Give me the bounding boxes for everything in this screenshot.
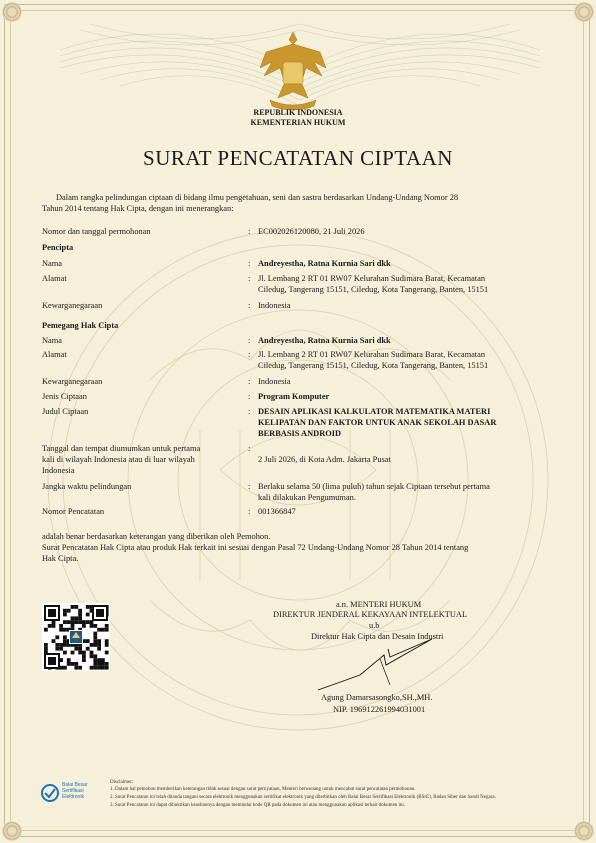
section-heading-pencipta: Pencipta xyxy=(42,243,74,252)
sig-direktur: DIREKTUR JENDERAL KEKAYAAN INTELEKTUAL xyxy=(273,610,468,619)
pemegang-kewarganegaraan-label: Kewarganegaraan xyxy=(42,377,103,386)
pemegang-alamat: Jl. Lembang 2 RT 01 RW07 Kelurahan Sudimara Barat, Kecamatan xyxy=(258,350,486,359)
pencipta-alamat-label: Alamat xyxy=(42,274,67,283)
pencipta-alamat: Ciledug, Tangerang 15151, Ciledug, Kota Tangerang, Banten, 15151 xyxy=(258,285,489,294)
pencipta-alamat: Jl. Lembang 2 RT 01 RW07 Kelurahan Sudimara Barat, Kecamatan xyxy=(258,274,486,283)
tanggal-label: kali di wilayah Indonesia atau di luar wilayah xyxy=(42,455,195,464)
judul-ciptaan-label: Judul Ciptaan xyxy=(42,407,89,416)
jenis-ciptaan: Program Komputer xyxy=(258,392,330,401)
signature-scribble xyxy=(310,635,470,695)
judul-ciptaan: DESAIN APLIKASI KALKULATOR MATEMATIKA MATERI xyxy=(258,407,491,416)
bsre-logo-text: Sertifikasi xyxy=(62,788,84,794)
jangka-value: kali dilakukan Pengumuman. xyxy=(258,493,356,502)
nomor-pencatatan-label: Nomor Pencatatan xyxy=(42,507,105,516)
colon: : xyxy=(248,350,251,359)
pemegang-alamat-label: Alamat xyxy=(42,350,67,359)
pencipta-nama-label: Nama xyxy=(42,259,62,268)
colon: : xyxy=(248,507,251,516)
disclaimer-item: 1. Dalam hal pemohon memberikan keterangan tidak sesuai dengan surat pernyataan, Menteri berwenang untuk mencabut surat pencatatan permohonan. xyxy=(110,787,416,792)
colon: : xyxy=(248,392,251,401)
application-label: Nomor dan tanggal permohonan xyxy=(42,227,151,236)
header-country: REPUBLIK INDONESIA xyxy=(253,108,343,117)
sig-an: a.n. MENTERI HUKUM xyxy=(336,600,422,609)
colon: : xyxy=(248,336,251,345)
sig-direktur2: Direktur Hak Cipta dan Desain Industri xyxy=(311,632,444,641)
colon: : xyxy=(248,301,251,310)
colon: : xyxy=(248,377,251,386)
pemegang-nama-label: Nama xyxy=(42,336,62,345)
bsre-logo-text: Balai Besar xyxy=(62,782,88,788)
application-value: EC002026120080, 21 Juli 2026 xyxy=(258,227,365,236)
tanggal-label: Indonesia xyxy=(42,466,75,475)
jenis-ciptaan-label: Jenis Ciptaan xyxy=(42,392,87,401)
qr-code[interactable] xyxy=(42,603,110,671)
section-heading-pemegang: Pemegang Hak Cipta xyxy=(42,321,119,330)
closing-line: Hak Cipta. xyxy=(42,554,79,563)
disclaimer-item: 2. Surat Pencatatan ini telah ditanda tangani secara elektronik menggunakan sertifikat elektronik yang diterbitkan oleh Balai Besar Sertifikasi Elektronik (BSrE), Badan Siber dan Sandi Negara. xyxy=(110,795,496,800)
colon: : xyxy=(248,407,251,416)
signatory-nip: NIP. 196912261994031001 xyxy=(333,705,426,714)
disclaimer-item: 3. Surat Pencatatan ini dapat dibuktikan keasliannya dengan memindai kode QR pada dokumen ini atau menggunakan aplikasi terkait dokumen ini. xyxy=(110,803,406,808)
colon: : xyxy=(248,259,251,268)
nomor-pencatatan: 001366847 xyxy=(258,507,296,516)
pencipta-kewarganegaraan-label: Kewarganegaraan xyxy=(42,301,103,310)
colon: : xyxy=(248,482,251,491)
bsre-logo-icon xyxy=(40,783,60,803)
judul-ciptaan: BERBASIS ANDROID xyxy=(258,429,342,438)
bsre-logo-text: Elektronik xyxy=(62,794,84,800)
colon: : xyxy=(248,227,251,236)
garuda-emblem-icon xyxy=(256,28,330,112)
tanggal-label: Tanggal dan tempat diumumkan untuk pertama xyxy=(42,444,201,453)
judul-ciptaan: KELIPATAN DAN FAKTOR UNTUK ANAK SEKOLAH DASAR xyxy=(258,418,497,427)
document-title: SURAT PENCATATAN CIPTAAN xyxy=(143,146,453,170)
closing-line: Surat Pencatatan Hak Cipta atau produk Hak terkait ini sesuai dengan Pasal 72 Undang-Undang Nomor 28 Tahun 2014 tentang xyxy=(42,543,469,552)
intro-line: Dalam rangka pelindungan ciptaan di bidang ilmu pengetahuan, seni dan sastra berdasarkan Undang-Undang Nomor 28 xyxy=(56,193,459,202)
signatory-name: Agung Damarsasongko,SH.,MH. xyxy=(321,693,433,702)
pemegang-alamat: Ciledug, Tangerang 15151, Ciledug, Kota Tangerang, Banten, 15151 xyxy=(258,361,489,370)
colon: : xyxy=(248,444,251,453)
header-ministry: KEMENTERIAN HUKUM xyxy=(250,118,346,127)
pemegang-nama: Andreyestha, Ratna Kurnia Sari dkk xyxy=(258,336,391,345)
jangka-value: Berlaku selama 50 (lima puluh) tahun sejak Ciptaan tersebut pertama xyxy=(258,482,490,491)
pencipta-kewarganegaraan: Indonesia xyxy=(258,301,291,310)
intro-line: Tahun 2014 tentang Hak Cipta, dengan ini menerangkan: xyxy=(42,204,234,213)
pemegang-kewarganegaraan: Indonesia xyxy=(258,377,291,386)
jangka-label: Jangka waktu pelindungan xyxy=(42,482,132,491)
disclaimer-title: Disclaimer: xyxy=(110,780,134,785)
tanggal-value: 2 Juli 2026, di Kota Adm. Jakarta Pusat xyxy=(258,455,391,464)
pencipta-nama: Andreyestha, Ratna Kurnia Sari dkk xyxy=(258,259,391,268)
closing-line: adalah benar berdasarkan keterangan yang diberikan oleh Pemohon. xyxy=(42,532,271,541)
sig-ub: u.b xyxy=(369,621,380,630)
colon: : xyxy=(248,274,251,283)
